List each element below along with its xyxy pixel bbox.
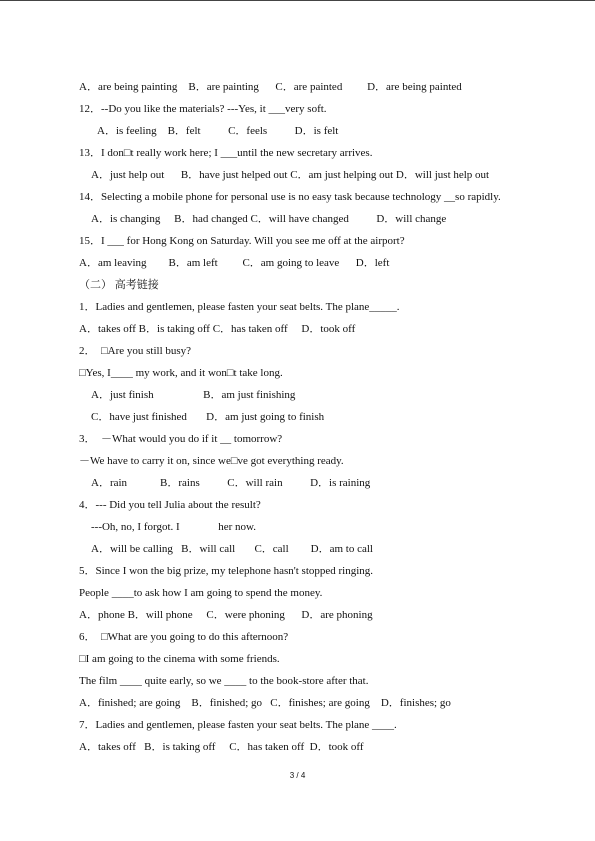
link-question-4: 4．--- Did you tell Julia about the result? <box>79 499 261 511</box>
link-options-6: A．finished; are going B．finished; go C．finishes; are going D．finishes; go <box>79 697 451 709</box>
options-q13: A．just help out B．have just helped out C．am just helping out D．will just help out <box>91 169 490 181</box>
link-options-4: A．will be calling B．will call C．call D．am to call <box>91 543 373 555</box>
link-question-5-cont: People ____to ask how I am going to spend the money. <box>79 587 323 599</box>
link-options-3: A．rain B．rains C．will rain D．is raining <box>91 477 371 489</box>
question-12: 12．--Do you like the materials? ---Yes, it ___very soft. <box>79 103 327 115</box>
link-options-7: A．takes off B．is taking off C．has taken off D．took off <box>79 741 364 753</box>
link-question-2: 2． □Are you still busy? <box>79 345 192 357</box>
link-question-6: 6． □What are you going to do this afternoon? <box>79 631 289 643</box>
section-heading: （二） 高考链接 <box>79 279 159 291</box>
options-q12: A．is feeling B．felt C．feels D．is felt <box>97 125 339 137</box>
options-q11: A．are being painting B．are painting C．are painted D．are being painted <box>79 81 462 93</box>
link-options-2b: C．have just finished D．am just going to finish <box>91 411 325 423</box>
link-options-2a: A．just finish B．am just finishing <box>91 389 296 401</box>
options-q14: A．is changing B．had changed C．will have changed D．will change <box>91 213 447 225</box>
options-q15: A．am leaving B．am left C．am going to leave D．left <box>79 257 390 269</box>
link-question-7: 7．Ladies and gentlemen, please fasten your seat belts. The plane ____. <box>79 719 397 731</box>
link-question-6-cont: The film ____ quite early, so we ____ to the book-store after that. <box>79 675 369 687</box>
link-question-3-reply: －We have to carry it on, since we□ve got everything ready. <box>79 455 344 467</box>
page-top-border <box>0 0 595 1</box>
link-question-3: 3． －What would you do if it __ tomorrow? <box>79 433 283 445</box>
link-question-2-reply: □Yes, I____ my work, and it won□t take long. <box>79 367 283 379</box>
link-question-5: 5．Since I won the big prize, my telephone hasn't stopped ringing. <box>79 565 374 577</box>
question-15: 15．I ___ for Hong Kong on Saturday. Will you see me off at the airport? <box>79 235 405 247</box>
page-number: 3 / 4 <box>289 771 306 780</box>
question-14: 14．Selecting a mobile phone for personal use is no easy task because technology __so rapidly. <box>79 191 501 203</box>
question-13: 13．I don□t really work here; I ___until the new secretary arrives. <box>79 147 373 159</box>
link-options-5: A．phone B．will phone C．were phoning D．are phoning <box>79 609 373 621</box>
link-options-1: A．takes off B．is taking off C．has taken off D．took off <box>79 323 356 335</box>
link-question-6-reply: □I am going to the cinema with some friends. <box>79 653 280 665</box>
link-question-1: 1．Ladies and gentlemen, please fasten your seat belts. The plane_____. <box>79 301 400 313</box>
link-question-4-reply: ---Oh, no, I forgot. I her now. <box>91 521 256 533</box>
